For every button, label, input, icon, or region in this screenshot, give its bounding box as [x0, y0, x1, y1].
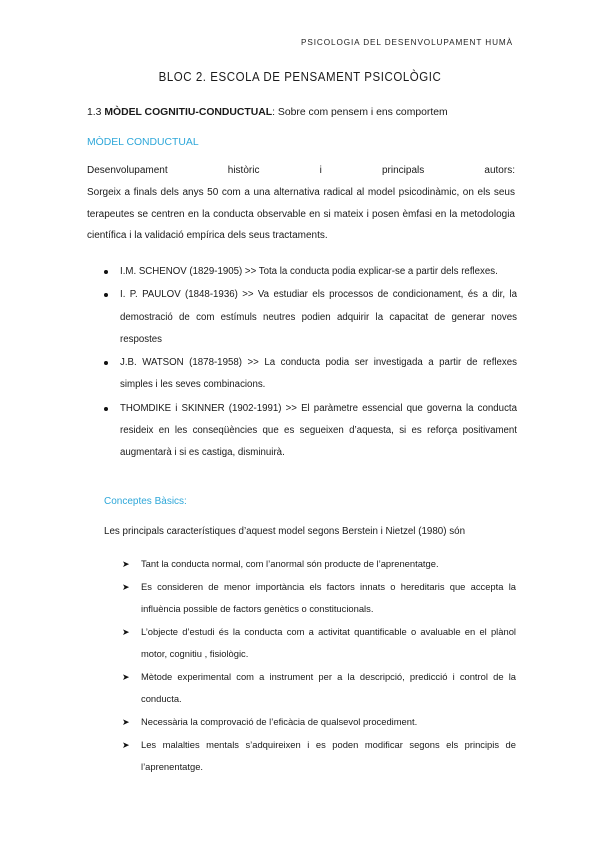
- characteristics-list: [104, 553, 516, 779]
- history-heading-word: Desenvolupament: [87, 165, 168, 176]
- characteristic-text: Es consideren de menor importància els factors innats o hereditaris que accepta la influència possible de factors genètics o constitucionals.: [141, 581, 516, 614]
- author-text: THOMDIKE i SKINNER (1902-1991) >> El paràmetre essencial que governa la conducta resideix en les conseqüències que es segueixen d’aquesta, si es reforça positivament augmentarà i si es castiga, disminuirà.: [120, 402, 517, 459]
- author-text: J.B. WATSON (1878-1958) >> La conducta podia ser investigada a partir de reflexes simples i les seves combinacions.: [120, 357, 517, 391]
- page-title: BLOC 2. ESCOLA DE PENSAMENT PSICOLÒGIC: [158, 70, 442, 84]
- list-item: [87, 352, 517, 397]
- arrow-bullet-icon: ➤: [122, 559, 130, 569]
- history-heading-line: [87, 160, 515, 182]
- arrow-bullet-icon: ➤: [122, 672, 130, 682]
- history-heading-word: autors:: [484, 165, 515, 176]
- authors-list: [87, 261, 517, 466]
- list-item: [104, 576, 516, 620]
- concepts-heading: Conceptes Bàsics:: [104, 496, 187, 507]
- section-name: MÒDEL COGNITIU-CONDUCTUAL: [104, 107, 273, 118]
- section-number: 1.3: [87, 107, 102, 118]
- history-heading-word: històric: [227, 165, 260, 176]
- characteristic-text: L’objecte d’estudi és la conducta com a activitat quantificable o avaluable en el plànol motor, cognitiu , fisiològic.: [141, 626, 516, 659]
- list-item: [87, 398, 517, 465]
- section-subtitle: : Sobre com pensem i ens comportem: [272, 107, 448, 118]
- concepts-intro: Les principals característiques d’aquest model segons Berstein i Nietzel (1980) són: [104, 526, 466, 537]
- list-item: [104, 734, 516, 778]
- author-text: I.M. SCHENOV (1829-1905) >> Tota la conducta podia explicar-se a partir dels reflexes.: [120, 266, 498, 277]
- list-item: [104, 666, 516, 710]
- list-item: [87, 284, 517, 351]
- arrow-bullet-icon: ➤: [122, 717, 130, 727]
- history-paragraph: [87, 160, 515, 247]
- list-item: [104, 621, 516, 665]
- running-header: PSICOLOGIA DEL DESENVOLUPAMENT HUMÀ: [301, 38, 513, 47]
- list-item: [104, 711, 516, 733]
- characteristic-text: Tant la conducta normal, com l’anormal són producte de l’aprenentatge.: [141, 558, 439, 569]
- list-item: [87, 261, 517, 283]
- history-heading-word: i: [319, 165, 322, 176]
- characteristic-text: Mètode experimental com a instrument per a la descripció, predicció i control de la conducta.: [141, 671, 516, 704]
- bullet-icon: [104, 407, 108, 411]
- arrow-bullet-icon: ➤: [122, 627, 130, 637]
- history-text: Sorgeix a finals dels anys 50 com a una alternativa radical al model psicodinàmic, on els seus terapeutes se centren en la conducta observable en si mateix i posen èmfasi en la metodologia científica i la validació empírica dels seus tractaments.: [87, 186, 515, 242]
- arrow-bullet-icon: ➤: [122, 740, 130, 750]
- author-text: I. P. PAULOV (1848-1936) >> Va estudiar els processos de condicionament, és a dir, la demostració de com estímuls neutres podien adquirir la capacitat de generar noves respostes: [120, 289, 517, 345]
- list-item: [104, 553, 516, 575]
- bullet-icon: [104, 293, 108, 297]
- characteristic-text: Necessària la comprovació de l’eficàcia de qualsevol procediment.: [141, 716, 418, 727]
- history-heading-word: principals: [382, 165, 425, 176]
- arrow-bullet-icon: ➤: [122, 582, 130, 592]
- bullet-icon: [104, 270, 108, 274]
- characteristic-text: Les malalties mentals s’adquireixen i es poden modificar segons els principis de l’aprenentatge.: [141, 739, 516, 772]
- model-heading: MÒDEL CONDUCTUAL: [87, 137, 199, 148]
- bullet-icon: [104, 361, 108, 365]
- section-heading: [87, 107, 448, 118]
